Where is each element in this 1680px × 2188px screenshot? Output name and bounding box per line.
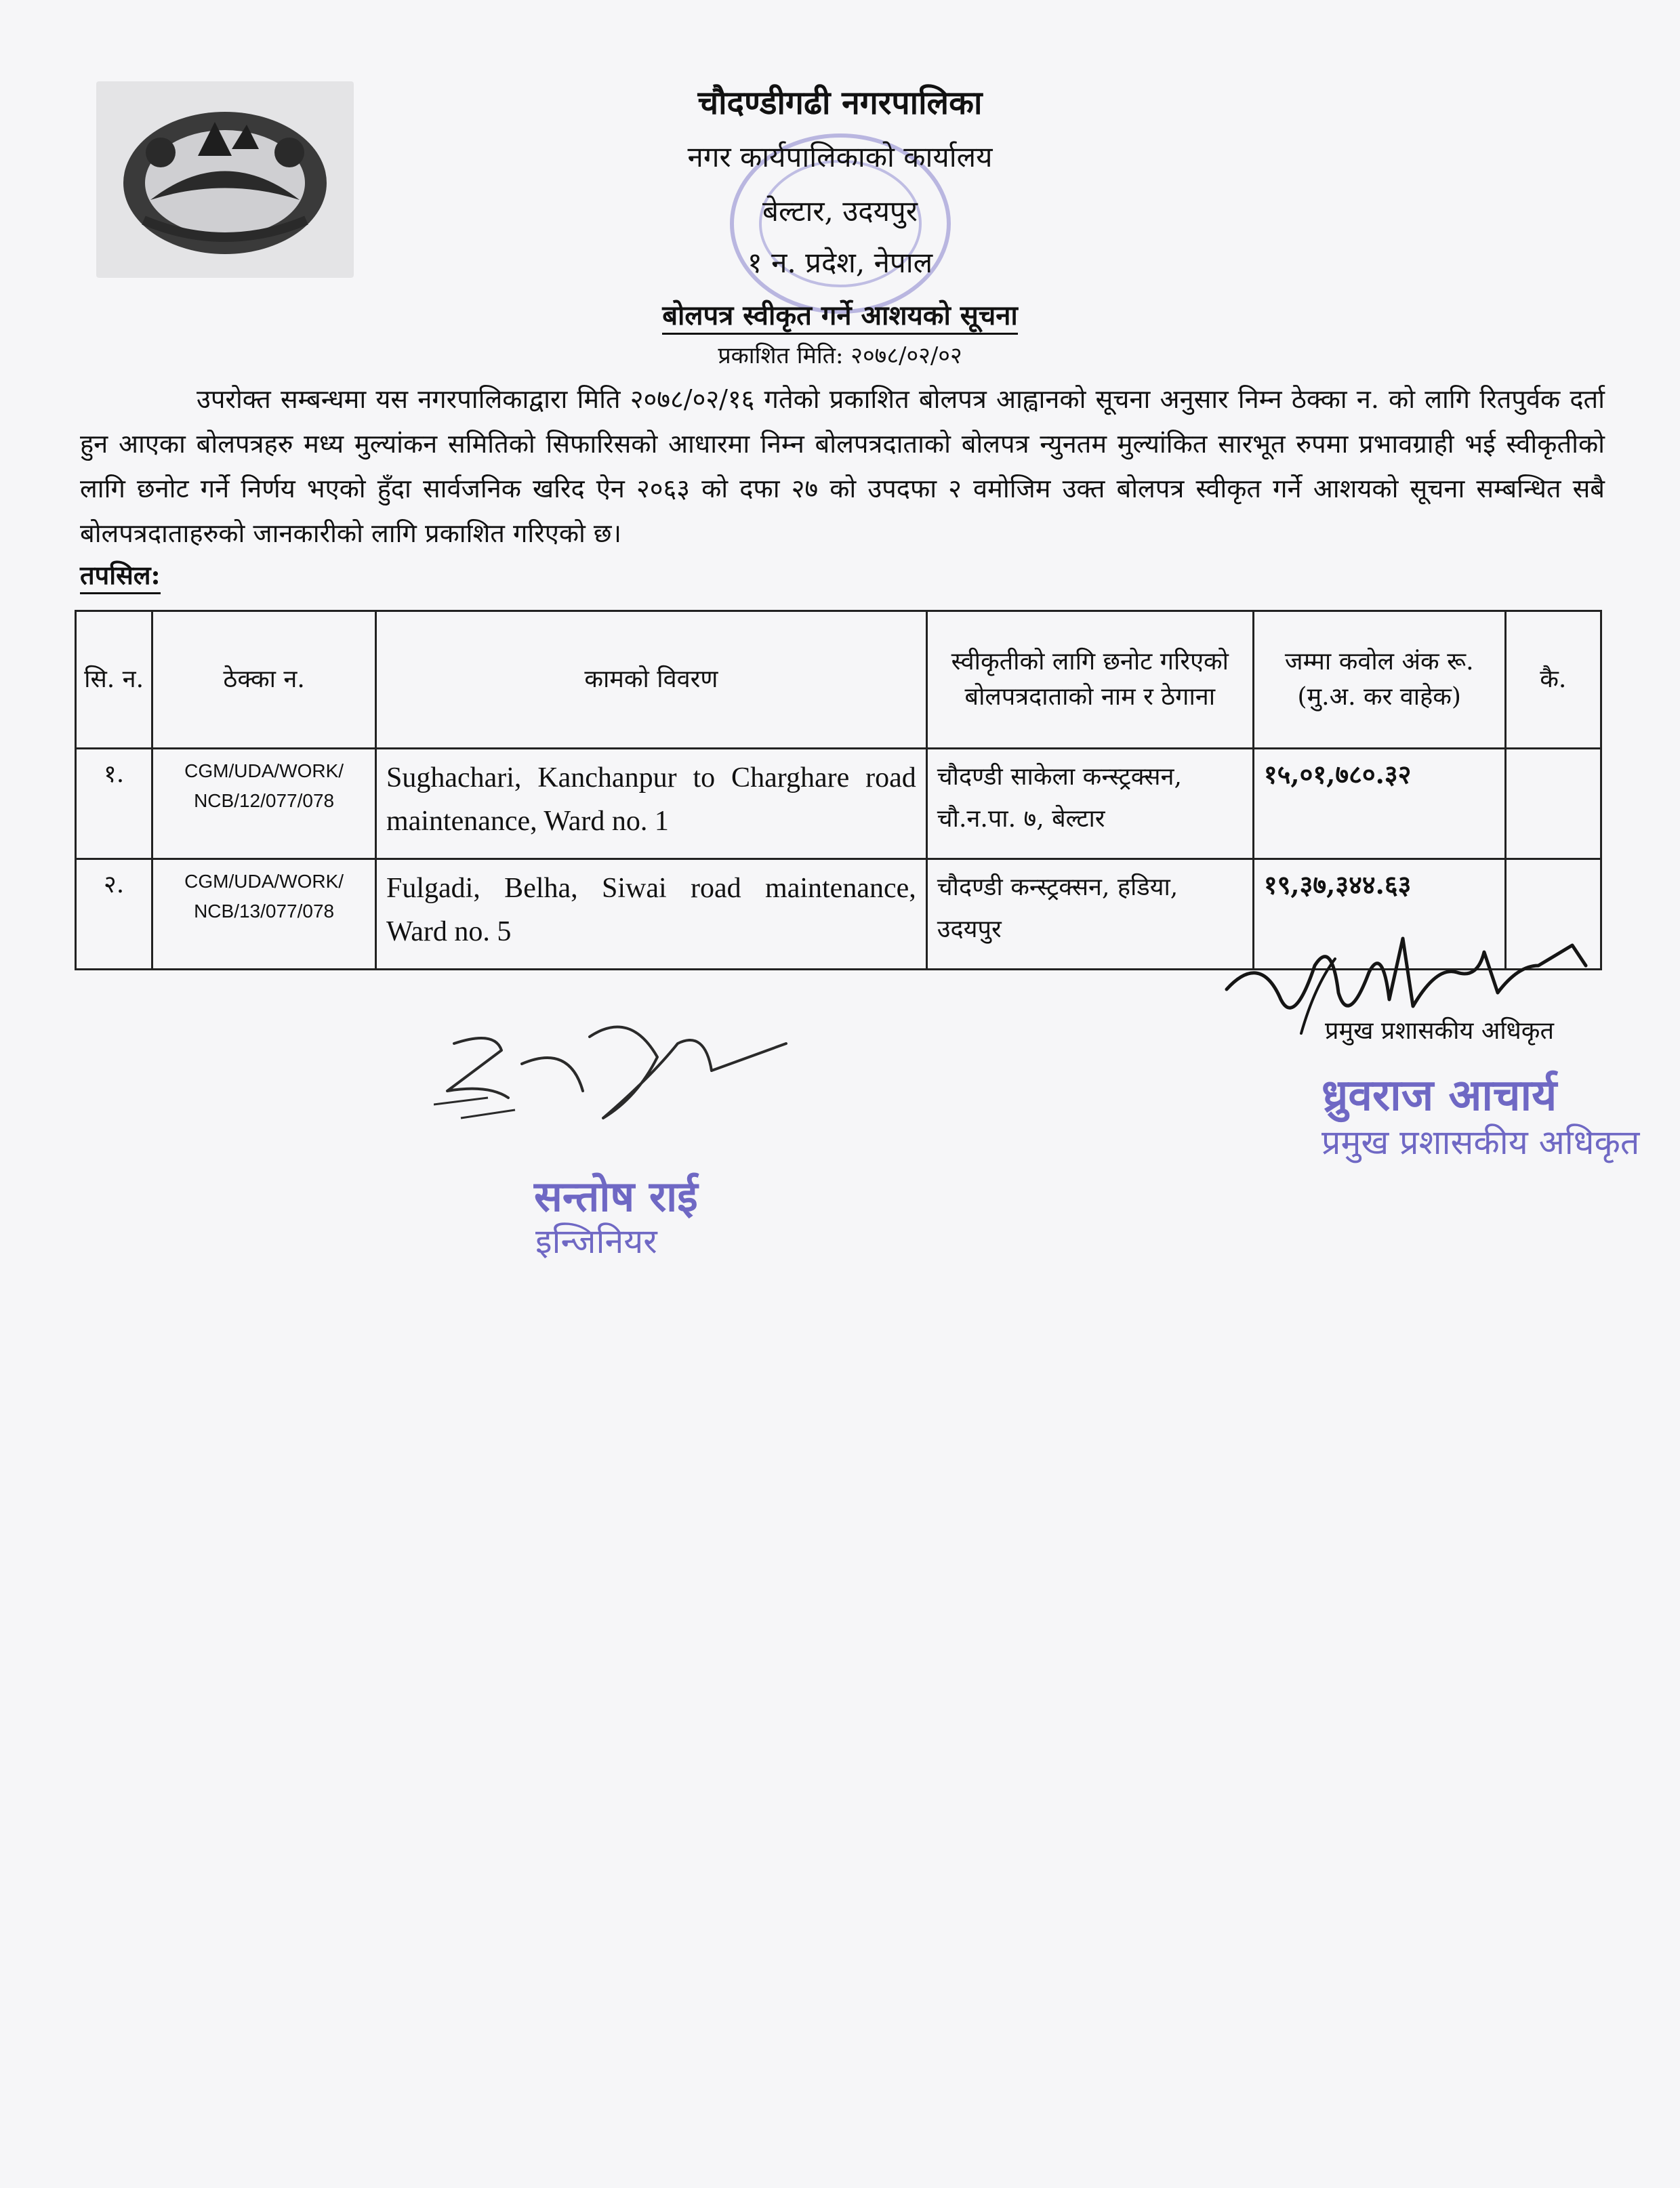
header-bidder: स्वीकृतीको लागि छनोट गरिएको बोलपत्रदाताको नाम र ठेगाना — [926, 611, 1253, 749]
row-contract-no: CGM/UDA/WORK/ NCB/13/077/078 — [152, 859, 376, 970]
header-remarks: कै. — [1505, 611, 1601, 749]
header-amount: जम्मा कवोल अंक रू. (मु.अ. कर वाहेक) — [1253, 611, 1505, 749]
table-header-row — [76, 611, 1601, 749]
row-amount: १५,०१,७८०.३२ — [1253, 749, 1505, 859]
cao-stamp-name: ध्रुवराज आचार्य — [1322, 1071, 1557, 1121]
row-amount: १९,३७,३४४.६३ — [1253, 859, 1505, 970]
row-bidder: चौदण्डी कन्स्ट्रक्सन, हडिया, उदयपुर — [926, 859, 1253, 970]
row-bidder: चौदण्डी साकेला कन्स्ट्रक्सन, चौ.न.पा. ७, बेल्टार — [926, 749, 1253, 859]
row-description: Fulgadi, Belha, Siwai road maintenance, Ward no. 5 — [375, 859, 926, 970]
cao-title: प्रमुख प्रशासकीय अधिकृत — [1325, 1017, 1554, 1045]
details-label: तपसिल: — [80, 557, 161, 594]
row-remarks — [1505, 749, 1601, 859]
engineer-stamp-title: इन्जिनियर — [535, 1222, 657, 1261]
cao-stamp-title: प्रमुख प्रशासकीय अधिकृत — [1322, 1123, 1640, 1162]
organization-name: चौदण्डीगढी नगरपालिका — [697, 84, 983, 122]
row-sn: १. — [76, 749, 152, 859]
notice-title-text: बोलपत्र स्वीकृत गर्ने आशयको सूचना — [662, 300, 1018, 335]
row-sn: २. — [76, 859, 152, 970]
table-row — [76, 749, 1601, 859]
header-description: कामको विवरण — [375, 611, 926, 749]
header-contract-no: ठेक्का न. — [152, 611, 376, 749]
engineer-stamp-name: सन्तोष राई — [534, 1172, 698, 1221]
office-name: नगर कार्यपालिकाको कार्यालय — [687, 140, 993, 173]
province-line: १ न. प्रदेश, नेपाल — [747, 246, 933, 279]
row-contract-no: CGM/UDA/WORK/ NCB/12/077/078 — [152, 749, 376, 859]
row-description: Sughachari, Kanchanpur to Charghare road maintenance, Ward no. 1 — [375, 749, 926, 859]
notice-body: उपरोक्त सम्बन्धमा यस नगरपालिकाद्वारा मिति २०७८/०२/१६ गतेको प्रकाशित बोलपत्र आह्वानको सूचना अनुसार निम्न ठेक्का न. को लागि रितपुर्वक दर्ता हुन आएका बोलपत्रहरु मध्य मुल्यांकन समितिको सिफारिसको आधारमा निम्न बोलपत्रदाताको बोलपत्र न्युनतम मुल्यांकित सारभूत रुपमा प्रभावग्राही भई स्वीकृतीको लागि छनोट गर्ने निर्णय भएको हुँदा सार्वजनिक खरिद ऐन २०६३ को दफा २७ को उपदफा २ वमोजिम उक्त बोलपत्र स्वीकृत गर्ने आशयको सूचना सम्बन्धित सबै बोलपत्रदाताहरुको जानकारीको लागि प्रकाशित गरिएको छ। — [80, 384, 1605, 548]
header-sn: सि. न. — [76, 611, 152, 749]
office-address: बेल्टार, उदयपुर — [762, 194, 918, 228]
bid-table — [75, 610, 1602, 970]
engineer-signature — [434, 1016, 800, 1132]
published-date: प्रकाशित मिति: २०७८/०२/०२ — [718, 342, 962, 369]
notice-title — [0, 295, 1680, 333]
